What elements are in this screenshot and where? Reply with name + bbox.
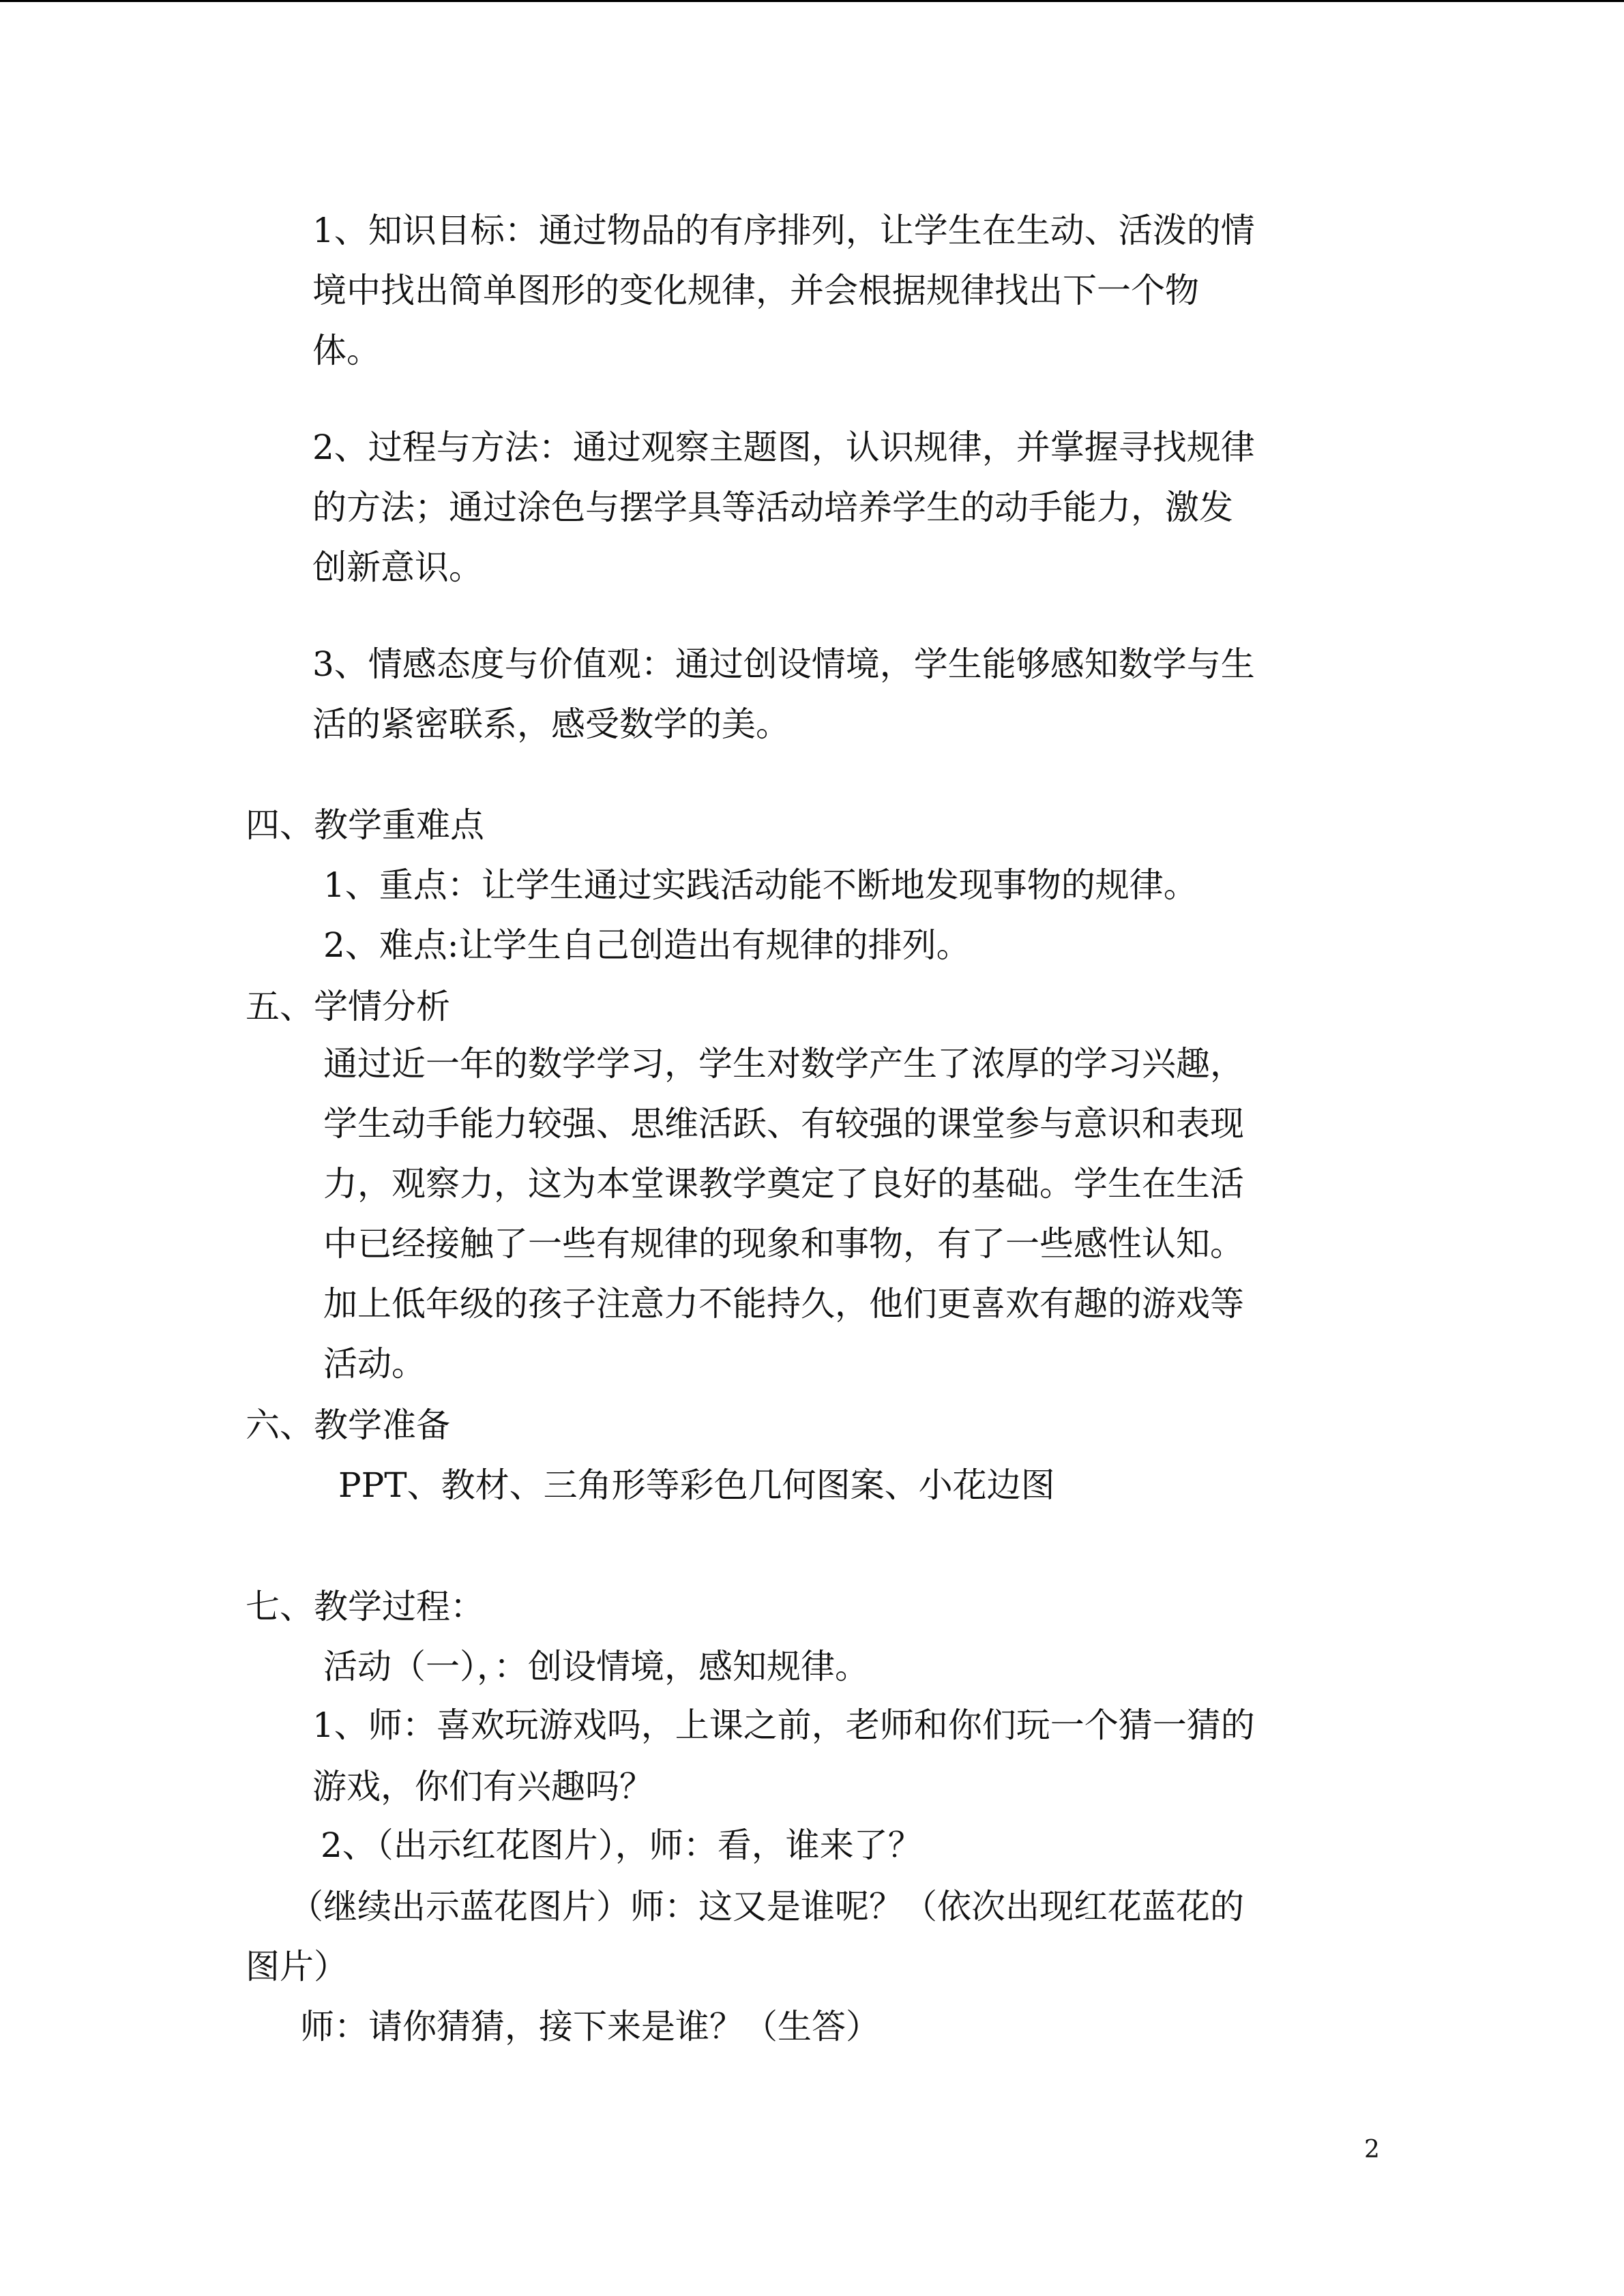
section-heading-key-points: 四、教学重难点 [246, 805, 484, 845]
process-continue-line-2: 图片） [246, 1947, 348, 1986]
goal-process-line-3: 创新意识。 [312, 548, 483, 587]
goal-knowledge-line-1: 1、知识目标：通过物品的有序排列，让学生在生动、活泼的情 [312, 211, 1255, 250]
student-analysis-line-4: 中已经接触了一些有规律的现象和事物，有了一些感性认知。 [323, 1224, 1244, 1264]
goal-emotion-line-2: 活的紧密联系，感受数学的美。 [312, 704, 790, 744]
goal-knowledge-line-3: 体。 [312, 331, 381, 370]
student-analysis-line-2: 学生动手能力较强、思维活跃、有较强的课堂参与意识和表现 [323, 1104, 1244, 1144]
process-teacher-question: 师：请你猜猜，接下来是谁？（生答） [300, 2007, 880, 2046]
key-point-line: 1、重点：让学生通过实践活动能不断地发现事物的规律。 [323, 865, 1198, 905]
preparation-materials: PPT、教材、三角形等彩色几何图案、小花边图 [338, 1465, 1055, 1505]
section-heading-preparation: 六、教学准备 [246, 1405, 450, 1445]
section-heading-student-analysis: 五、学情分析 [246, 987, 450, 1026]
goal-emotion-line-1: 3、情感态度与价值观：通过创设情境，学生能够感知数学与生 [312, 644, 1255, 684]
process-step-1-line-2: 游戏，你们有兴趣吗？ [312, 1767, 653, 1806]
page-number: 2 [1364, 2136, 1380, 2164]
top-rule [0, 0, 1624, 2]
difficult-point-line: 2、难点:让学生自己创造出有规律的排列。 [323, 925, 971, 965]
process-step-2: 2、（出示红花图片），师：看，谁来了？ [321, 1825, 922, 1865]
goal-process-line-2: 的方法；通过涂色与摆学具等活动培养学生的动手能力，激发 [312, 488, 1233, 527]
goal-knowledge-line-2: 境中找出简单图形的变化规律，并会根据规律找出下一个物 [312, 271, 1199, 310]
section-heading-teaching-process: 七、教学过程： [246, 1587, 484, 1626]
process-step-1-line-1: 1、师：喜欢玩游戏吗，上课之前，老师和你们玩一个猜一猜的 [312, 1705, 1255, 1745]
activity-one-title: 活动（一），：创设情境，感知规律。 [323, 1647, 869, 1686]
goal-process-line-1: 2、过程与方法：通过观察主题图，认识规律，并掌握寻找规律 [312, 428, 1255, 467]
student-analysis-line-3: 力，观察力，这为本堂课教学奠定了良好的基础。学生在生活 [323, 1164, 1244, 1204]
student-analysis-line-6: 活动。 [323, 1344, 426, 1384]
process-continue-line-1: （继续出示蓝花图片）师：这又是谁呢？（依次出现红花蓝花的 [289, 1887, 1244, 1926]
student-analysis-line-5: 加上低年级的孩子注意力不能持久，他们更喜欢有趣的游戏等 [323, 1284, 1244, 1324]
student-analysis-line-1: 通过近一年的数学学习，学生对数学产生了浓厚的学习兴趣， [323, 1044, 1244, 1084]
